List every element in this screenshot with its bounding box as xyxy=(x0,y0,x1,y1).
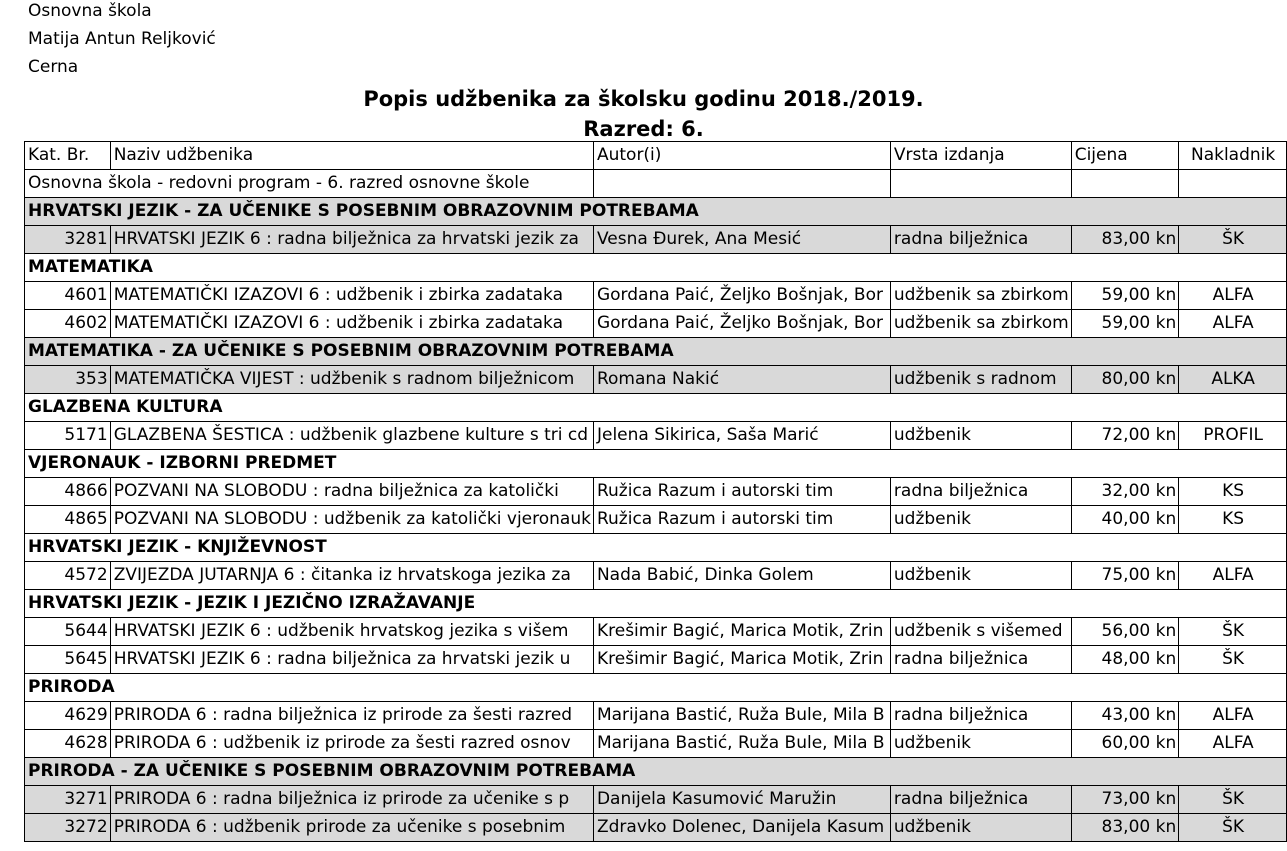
section-row xyxy=(25,534,1287,562)
catalog-number-cell: 4866 xyxy=(25,478,111,506)
catalog-number-cell: 5644 xyxy=(25,618,111,646)
price-cell: 72,00 kn xyxy=(1071,422,1179,450)
catalog-number-cell: 4865 xyxy=(25,506,111,534)
publisher-cell: KS xyxy=(1179,506,1287,534)
title-cell: HRVATSKI JEZIK 6 : udžbenik hrvatskog jezika s višem xyxy=(110,618,593,646)
table-row xyxy=(25,282,1287,310)
title-cell: PRIRODA 6 : udžbenik prirode za učenike s posebnim xyxy=(110,814,593,842)
program-row xyxy=(25,170,1287,198)
author-cell: Vesna Đurek, Ana Mesić xyxy=(593,226,890,254)
catalog-number-cell: 3272 xyxy=(25,814,111,842)
edition-type-cell: udžbenik xyxy=(890,814,1071,842)
author-cell: Romana Nakić xyxy=(593,366,890,394)
title-cell: PRIRODA 6 : radna bilježnica iz prirode za šesti razred xyxy=(110,702,593,730)
header-nakladnik: Nakladnik xyxy=(1179,142,1287,170)
price-cell: 83,00 kn xyxy=(1071,814,1179,842)
price-cell: 73,00 kn xyxy=(1071,786,1179,814)
catalog-number-cell: 3271 xyxy=(25,786,111,814)
publisher-cell: ALFA xyxy=(1179,702,1287,730)
section-title: PRIRODA xyxy=(25,674,1287,702)
table-header-row xyxy=(25,142,1287,170)
edition-type-cell: udžbenik xyxy=(890,422,1071,450)
school-full-name: Matija Antun Reljković xyxy=(28,29,216,49)
title-cell: MATEMATIČKI IZAZOVI 6 : udžbenik i zbirka zadataka xyxy=(110,310,593,338)
header-autor: Autor(i) xyxy=(593,142,890,170)
publisher-cell: KS xyxy=(1179,478,1287,506)
author-cell: Krešimir Bagić, Marica Motik, Zrin xyxy=(593,646,890,674)
table-row xyxy=(25,786,1287,814)
table-row xyxy=(25,618,1287,646)
publisher-cell: ŠK xyxy=(1179,646,1287,674)
edition-type-cell: udžbenik sa zbirkom xyxy=(890,282,1071,310)
section-title: VJERONAUK - IZBORNI PREDMET xyxy=(25,450,1287,478)
price-cell: 60,00 kn xyxy=(1071,730,1179,758)
section-title: PRIRODA - ZA UČENIKE S POSEBNIM OBRAZOVNIM POTREBAMA xyxy=(25,758,1287,786)
catalog-number-cell: 353 xyxy=(25,366,111,394)
title-cell: PRIRODA 6 : udžbenik iz prirode za šesti razred osnov xyxy=(110,730,593,758)
title-cell: HRVATSKI JEZIK 6 : radna bilježnica za hrvatski jezik u xyxy=(110,646,593,674)
section-row xyxy=(25,758,1287,786)
author-cell: Jelena Sikirica, Saša Marić xyxy=(593,422,890,450)
section-row xyxy=(25,590,1287,618)
section-row xyxy=(25,450,1287,478)
school-location: Cerna xyxy=(28,57,79,77)
publisher-cell: ALFA xyxy=(1179,282,1287,310)
program-label: Osnovna škola - redovni program - 6. razred osnovne škole xyxy=(25,170,594,198)
document-title: Popis udžbenika za školsku godinu 2018./2019. xyxy=(363,87,924,111)
title-cell: POZVANI NA SLOBODU : radna bilježnica za katolički xyxy=(110,478,593,506)
table-row xyxy=(25,310,1287,338)
price-cell: 59,00 kn xyxy=(1071,310,1179,338)
catalog-number-cell: 5171 xyxy=(25,422,111,450)
textbook-table xyxy=(24,141,1287,842)
author-cell: Zdravko Dolenec, Danijela Kasum xyxy=(593,814,890,842)
section-title: MATEMATIKA - ZA UČENIKE S POSEBNIM OBRAZOVNIM POTREBAMA xyxy=(25,338,1287,366)
publisher-cell: ALKA xyxy=(1179,366,1287,394)
title-cell: PRIRODA 6 : radna bilježnica iz prirode za učenike s p xyxy=(110,786,593,814)
edition-type-cell: udžbenik s višemed xyxy=(890,618,1071,646)
author-cell: Danijela Kasumović Maružin xyxy=(593,786,890,814)
title-cell: POZVANI NA SLOBODU : udžbenik za katolički vjeronauk xyxy=(110,506,593,534)
title-cell: MATEMATIČKA VIJEST : udžbenik s radnom bilježnicom xyxy=(110,366,593,394)
price-cell: 32,00 kn xyxy=(1071,478,1179,506)
edition-type-cell: radna bilježnica xyxy=(890,786,1071,814)
author-cell: Gordana Paić, Željko Bošnjak, Bor xyxy=(593,310,890,338)
publisher-cell: ALFA xyxy=(1179,562,1287,590)
catalog-number-cell: 3281 xyxy=(25,226,111,254)
publisher-cell: ALFA xyxy=(1179,310,1287,338)
table-row xyxy=(25,730,1287,758)
table-row xyxy=(25,646,1287,674)
header-naziv: Naziv udžbenika xyxy=(110,142,593,170)
publisher-cell: ŠK xyxy=(1179,226,1287,254)
title-cell: ZVIJEZDA JUTARNJA 6 : čitanka iz hrvatskoga jezika za xyxy=(110,562,593,590)
catalog-number-cell: 4601 xyxy=(25,282,111,310)
header-cijena: Cijena xyxy=(1071,142,1179,170)
section-row xyxy=(25,394,1287,422)
title-cell: GLAZBENA ŠESTICA : udžbenik glazbene kulture s tri cd xyxy=(110,422,593,450)
school-name: Osnovna škola xyxy=(28,1,152,21)
author-cell: Gordana Paić, Željko Bošnjak, Bor xyxy=(593,282,890,310)
title-cell: MATEMATIČKI IZAZOVI 6 : udžbenik i zbirka zadataka xyxy=(110,282,593,310)
edition-type-cell: udžbenik xyxy=(890,506,1071,534)
author-cell: Krešimir Bagić, Marica Motik, Zrin xyxy=(593,618,890,646)
section-title: HRVATSKI JEZIK - ZA UČENIKE S POSEBNIM OBRAZOVNIM POTREBAMA xyxy=(25,198,1287,226)
table-row xyxy=(25,366,1287,394)
price-cell: 75,00 kn xyxy=(1071,562,1179,590)
publisher-cell: ŠK xyxy=(1179,618,1287,646)
section-title: GLAZBENA KULTURA xyxy=(25,394,1287,422)
table-row xyxy=(25,478,1287,506)
catalog-number-cell: 4628 xyxy=(25,730,111,758)
price-cell: 43,00 kn xyxy=(1071,702,1179,730)
price-cell: 56,00 kn xyxy=(1071,618,1179,646)
author-cell: Ružica Razum i autorski tim xyxy=(593,478,890,506)
catalog-number-cell: 4629 xyxy=(25,702,111,730)
section-row xyxy=(25,674,1287,702)
catalog-number-cell: 4602 xyxy=(25,310,111,338)
section-title: HRVATSKI JEZIK - KNJIŽEVNOST xyxy=(25,534,1287,562)
price-cell: 80,00 kn xyxy=(1071,366,1179,394)
table-row xyxy=(25,422,1287,450)
edition-type-cell: radna bilježnica xyxy=(890,702,1071,730)
grade-subtitle: Razred: 6. xyxy=(583,117,704,141)
edition-type-cell: radna bilježnica xyxy=(890,646,1071,674)
program-empty-cell xyxy=(1179,170,1287,198)
publisher-cell: PROFIL xyxy=(1179,422,1287,450)
edition-type-cell: radna bilježnica xyxy=(890,226,1071,254)
edition-type-cell: udžbenik xyxy=(890,562,1071,590)
edition-type-cell: udžbenik s radnom xyxy=(890,366,1071,394)
author-cell: Ružica Razum i autorski tim xyxy=(593,506,890,534)
table-row xyxy=(25,562,1287,590)
table-row xyxy=(25,702,1287,730)
section-row xyxy=(25,254,1287,282)
program-empty-cell xyxy=(593,170,890,198)
table-row xyxy=(25,814,1287,842)
section-row xyxy=(25,338,1287,366)
header-vrsta: Vrsta izdanja xyxy=(890,142,1071,170)
author-cell: Marijana Bastić, Ruža Bule, Mila B xyxy=(593,730,890,758)
catalog-number-cell: 4572 xyxy=(25,562,111,590)
table-row xyxy=(25,506,1287,534)
section-title: HRVATSKI JEZIK - JEZIK I JEZIČNO IZRAŽAVANJE xyxy=(25,590,1287,618)
catalog-number-cell: 5645 xyxy=(25,646,111,674)
header-kat-br: Kat. Br. xyxy=(25,142,111,170)
edition-type-cell: udžbenik xyxy=(890,730,1071,758)
table-row xyxy=(25,226,1287,254)
price-cell: 83,00 kn xyxy=(1071,226,1179,254)
author-cell: Nada Babić, Dinka Golem xyxy=(593,562,890,590)
price-cell: 40,00 kn xyxy=(1071,506,1179,534)
author-cell: Marijana Bastić, Ruža Bule, Mila B xyxy=(593,702,890,730)
section-title: MATEMATIKA xyxy=(25,254,1287,282)
publisher-cell: ALFA xyxy=(1179,730,1287,758)
section-row xyxy=(25,198,1287,226)
publisher-cell: ŠK xyxy=(1179,786,1287,814)
title-cell: HRVATSKI JEZIK 6 : radna bilježnica za hrvatski jezik za xyxy=(110,226,593,254)
price-cell: 59,00 kn xyxy=(1071,282,1179,310)
edition-type-cell: radna bilježnica xyxy=(890,478,1071,506)
price-cell: 48,00 kn xyxy=(1071,646,1179,674)
program-empty-cell xyxy=(890,170,1071,198)
program-empty-cell xyxy=(1071,170,1179,198)
edition-type-cell: udžbenik sa zbirkom xyxy=(890,310,1071,338)
publisher-cell: ŠK xyxy=(1179,814,1287,842)
